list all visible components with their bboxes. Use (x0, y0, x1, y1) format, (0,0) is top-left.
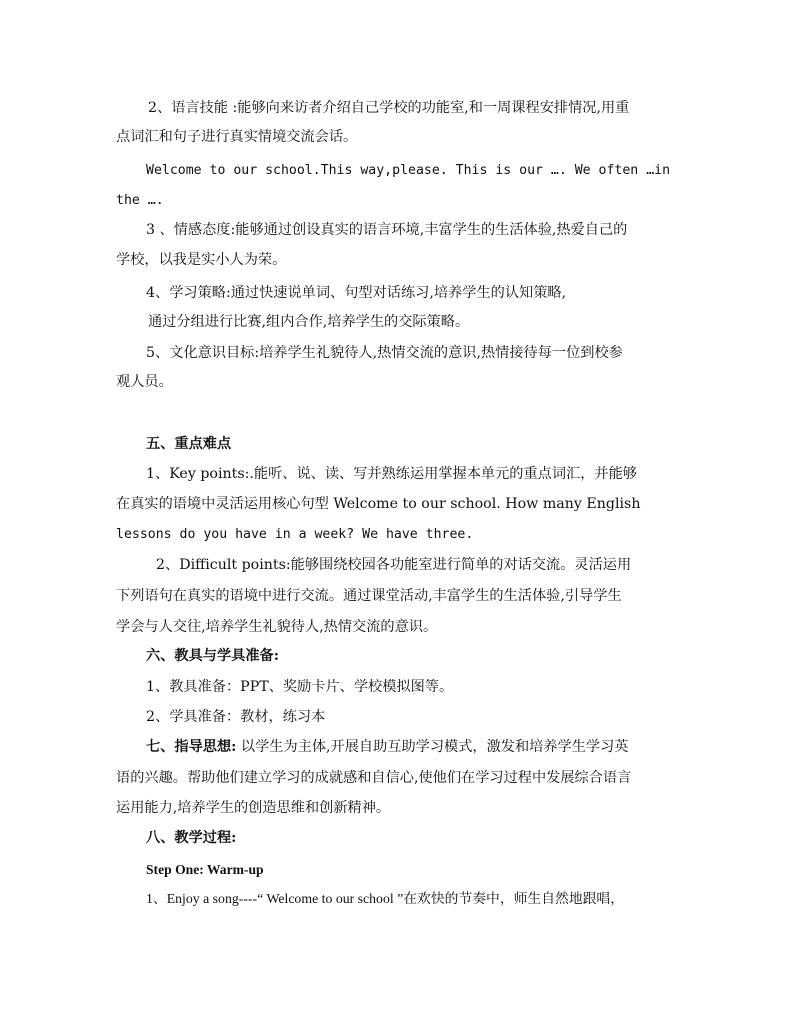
section-heading: 八、教学过程: (146, 830, 237, 846)
text-line: 语的兴趣。帮助他们建立学习的成就感和自信心,使他们在学习过程中发展综合语言 (116, 770, 632, 786)
text-line: 5、文化意识目标:培养学生礼貌待人,热情交流的意识,热情接待每一位到校参 (146, 345, 623, 361)
text-line: 观人员。 (116, 374, 173, 390)
text-line (146, 738, 628, 756)
text-line: 2、学具准备：教材，练习本 (146, 709, 326, 725)
text-line: Welcome to our school.This way,please. This is our …. We often …in (146, 163, 671, 178)
text-line: 运用能力,培养学生的创造思维和创新精神。 (116, 800, 391, 816)
text-line: 学会与人交往,培养学生礼貌待人,热情交流的意识。 (116, 619, 438, 635)
section-heading: 七、指导思想: (146, 739, 237, 755)
text-span: 以学生为主体,开展自助互助学习模式，激发和培养学生学习英 (236, 739, 629, 755)
text-line: 下列语句在真实的语境中进行交流。通过课堂活动,丰富学生的生活体验,引导学生 (116, 588, 622, 604)
text-line: 1、教具准备：PPT、奖励卡片、学校模拟图等。 (146, 679, 454, 695)
section-heading: 六、教具与学具准备: (146, 648, 279, 664)
step-heading: Step One: Warm-up (146, 862, 264, 877)
text-line: the …. (116, 193, 164, 208)
text-line: 在真实的语境中灵活运用核心句型 Welcome to our school. How many English (116, 496, 641, 512)
text-line: 3 、情感态度:能够通过创设真实的语言环境,丰富学生的生活体验,热爱自己的 (146, 222, 628, 238)
text-line: 学校，以我是实小人为荣。 (116, 252, 287, 268)
text-line: 通过分组进行比赛,组内合作,培养学生的交际策略。 (148, 314, 470, 330)
text-line: 1、Enjoy a song----“ Welcome to our school ”在欢快的节奏中，师生自然地跟唱， (146, 891, 625, 906)
text-line: 点词汇和句子进行真实情境交流会话。 (116, 129, 358, 145)
text-line: 1、Key points:.能听、说、读、写并熟练运用掌握本单元的重点词汇，并能够 (146, 466, 637, 482)
section-heading: 五、重点难点 (146, 436, 232, 452)
text-line: 2、Difficult points:能够围绕校园各功能室进行简单的对话交流。灵活运用 (156, 557, 632, 573)
text-line: lessons do you have in a week? We have three. (116, 527, 474, 542)
text-line: 2、语言技能 :能够向来访者介绍自己学校的功能室,和一周课程安排情况,用重 (148, 100, 630, 116)
text-line: 4、学习策略:通过快速说单词、句型对话练习,培养学生的认知策略, (146, 285, 567, 301)
